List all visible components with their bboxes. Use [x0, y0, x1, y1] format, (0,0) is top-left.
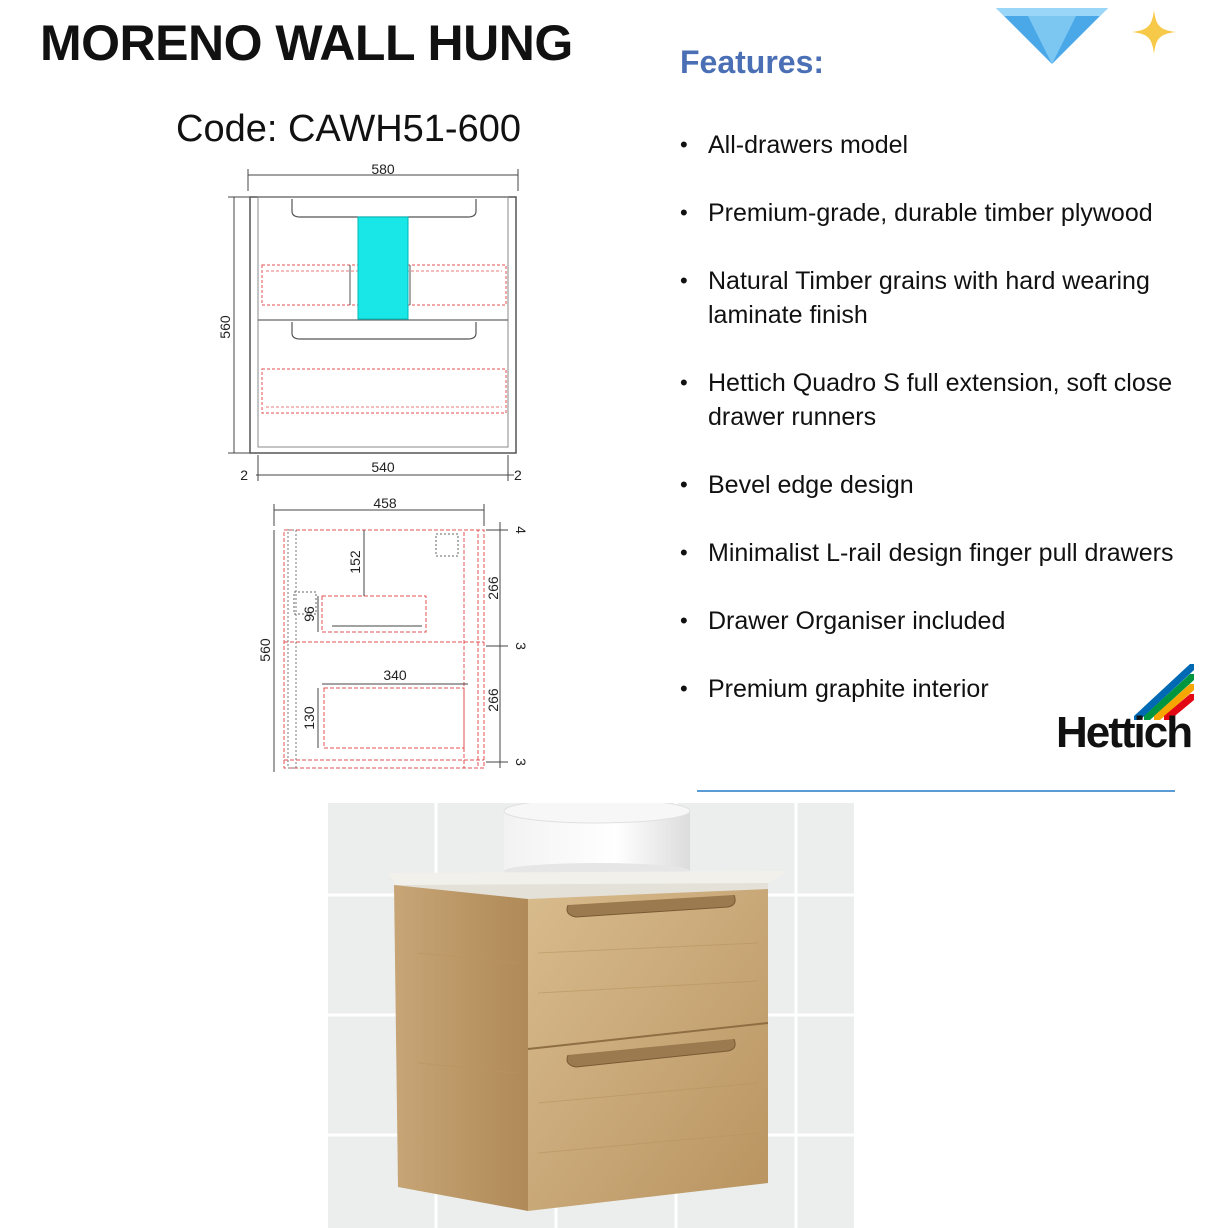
- feature-item: • All-drawers model: [678, 128, 1208, 162]
- side-lower-drawer-height-label: 130: [301, 706, 317, 730]
- feature-item: • Natural Timber grains with hard wearing laminate finish: [678, 264, 1208, 332]
- side-drawer-depth-label: 340: [383, 667, 407, 683]
- front-width-label: 580: [371, 161, 395, 177]
- front-view-drawing: [210, 155, 540, 485]
- side-upper-offset-label: 152: [347, 550, 363, 574]
- feature-item: • Bevel edge design: [678, 468, 1208, 502]
- side-height-label: 560: [257, 638, 273, 662]
- sparkle-icon: [1130, 8, 1178, 56]
- features-divider: [697, 790, 1175, 792]
- feature-item: • Premium graphite interior: [678, 672, 1208, 706]
- features-list: [678, 128, 1208, 740]
- hettich-logo-text: Hettich: [1056, 708, 1192, 757]
- features-heading: Features:: [680, 44, 825, 80]
- side-lower-section-label: 266: [485, 688, 501, 712]
- side-view-drawing: [252, 492, 532, 774]
- front-left-gap-label: 2: [240, 467, 248, 483]
- front-height-label: 560: [217, 315, 233, 339]
- side-bottom-gap-label: 3: [513, 758, 529, 766]
- product-photo: [328, 803, 854, 1228]
- feature-item: • Drawer Organiser included: [678, 604, 1208, 638]
- gem-icon: [996, 6, 1108, 66]
- product-code: Code: CAWH51-600: [176, 108, 521, 150]
- feature-item: • Minimalist L-rail design finger pull drawers: [678, 536, 1208, 570]
- side-upper-drawer-height-label: 96: [301, 606, 317, 622]
- side-middle-gap-label: 3: [513, 642, 529, 650]
- front-inner-width-label: 540: [371, 459, 395, 475]
- product-title: MORENO WALL HUNG: [40, 15, 573, 71]
- side-depth-label: 458: [373, 495, 397, 511]
- hettich-logo: [1054, 664, 1210, 764]
- front-right-gap-label: 2: [514, 467, 522, 483]
- side-top-gap-label: 4: [513, 526, 529, 534]
- feature-item: • Premium-grade, durable timber plywood: [678, 196, 1208, 230]
- feature-item: • Hettich Quadro S full extension, soft close drawer runners: [678, 366, 1208, 434]
- side-upper-section-label: 266: [485, 576, 501, 600]
- drawer-organiser: [358, 217, 408, 319]
